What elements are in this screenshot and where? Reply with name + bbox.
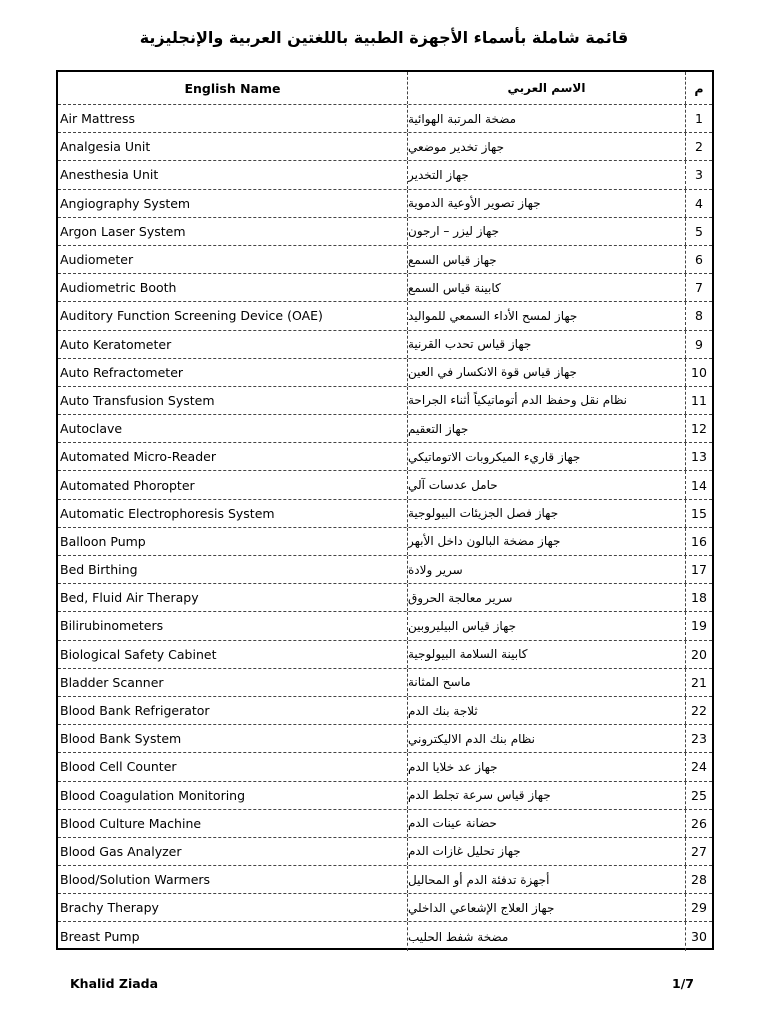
table-row xyxy=(58,612,712,640)
english-name-cell: Auto Transfusion System xyxy=(58,387,408,414)
arabic-name-cell: جهاز التعقيم xyxy=(408,415,686,442)
arabic-name-cell: حامل عدسات آلي xyxy=(408,471,686,498)
arabic-name-cell: سرير ولادة xyxy=(408,556,686,583)
table-row xyxy=(58,161,712,189)
table-row xyxy=(58,697,712,725)
english-name-cell: Bilirubinometers xyxy=(58,612,408,639)
row-number-cell: 2 xyxy=(695,139,703,155)
english-name-cell: Blood Bank System xyxy=(58,725,408,752)
arabic-name-cell: مضخة شفط الحليب xyxy=(408,922,686,950)
table-row xyxy=(58,528,712,556)
row-number-cell: 16 xyxy=(691,533,707,549)
row-number-cell: 13 xyxy=(691,449,707,465)
arabic-name-cell: مضخة المرتبة الهوائية xyxy=(408,105,686,132)
arabic-name-cell: حضانة عينات الدم xyxy=(408,810,686,837)
arabic-name-cell: جهاز قياس سرعة تجلط الدم xyxy=(408,782,686,809)
arabic-name-cell: كابينة قياس السمع xyxy=(408,274,686,301)
header-english-name: English Name xyxy=(58,72,408,104)
arabic-name-cell: جهاز العلاج الإشعاعي الداخلي xyxy=(408,894,686,921)
table-row xyxy=(58,218,712,246)
device-table xyxy=(56,70,714,950)
table-row xyxy=(58,810,712,838)
header-arabic-name: الاسم العربي xyxy=(408,72,686,104)
table-row xyxy=(58,274,712,302)
english-name-cell: Blood Cell Counter xyxy=(58,753,408,780)
arabic-name-cell: جهاز قياس البيليروبين xyxy=(408,612,686,639)
row-number-cell: 4 xyxy=(695,195,703,211)
row-number-cell: 1 xyxy=(695,111,703,127)
row-number-cell: 29 xyxy=(691,900,707,916)
row-number-cell: 28 xyxy=(691,872,707,888)
arabic-name-cell: جهاز قياس السمع xyxy=(408,246,686,273)
english-name-cell: Air Mattress xyxy=(58,105,408,132)
row-number-cell: 11 xyxy=(691,392,707,408)
table-header-row xyxy=(58,72,712,105)
row-number-cell: 26 xyxy=(691,815,707,831)
english-name-cell: Biological Safety Cabinet xyxy=(58,641,408,668)
arabic-name-cell: جهاز قاريء الميكروبات الاتوماتيكي xyxy=(408,443,686,470)
row-number-cell: 30 xyxy=(691,929,707,945)
english-name-cell: Angiography System xyxy=(58,190,408,217)
table-row xyxy=(58,331,712,359)
row-number-cell: 10 xyxy=(691,364,707,380)
table-row xyxy=(58,471,712,499)
table-row xyxy=(58,782,712,810)
arabic-name-cell: جهاز التخدير xyxy=(408,161,686,188)
english-name-cell: Automated Micro-Reader xyxy=(58,443,408,470)
english-name-cell: Audiometer xyxy=(58,246,408,273)
table-row xyxy=(58,246,712,274)
table-row xyxy=(58,584,712,612)
table-row xyxy=(58,894,712,922)
arabic-name-cell: جهاز قياس قوة الانكسار في العين xyxy=(408,359,686,386)
row-number-cell: 5 xyxy=(695,223,703,239)
english-name-cell: Audiometric Booth xyxy=(58,274,408,301)
table-row xyxy=(58,105,712,133)
row-number-cell: 7 xyxy=(695,280,703,296)
table-row xyxy=(58,641,712,669)
english-name-cell: Breast Pump xyxy=(58,922,408,950)
table-row xyxy=(58,922,712,950)
arabic-name-cell: جهاز عد خلايا الدم xyxy=(408,753,686,780)
english-name-cell: Bed Birthing xyxy=(58,556,408,583)
row-number-cell: 3 xyxy=(695,167,703,183)
table-row xyxy=(58,443,712,471)
english-name-cell: Bed, Fluid Air Therapy xyxy=(58,584,408,611)
arabic-name-cell: جهاز تخدير موضعي xyxy=(408,133,686,160)
table-row xyxy=(58,669,712,697)
english-name-cell: Brachy Therapy xyxy=(58,894,408,921)
arabic-name-cell: أجهزة تدفئة الدم أو المحاليل xyxy=(408,866,686,893)
english-name-cell: Argon Laser System xyxy=(58,218,408,245)
english-name-cell: Auto Keratometer xyxy=(58,331,408,358)
english-name-cell: Balloon Pump xyxy=(58,528,408,555)
english-name-cell: Blood/Solution Warmers xyxy=(58,866,408,893)
footer-page-number: 1/7 xyxy=(672,976,694,991)
row-number-cell: 22 xyxy=(691,703,707,719)
arabic-name-cell: كابينة السلامة البيولوجية xyxy=(408,641,686,668)
arabic-name-cell: جهاز تصوير الأوعية الدموية xyxy=(408,190,686,217)
row-number-cell: 12 xyxy=(691,421,707,437)
row-number-cell: 9 xyxy=(695,336,703,352)
arabic-name-cell: جهاز قياس تحدب القرنية xyxy=(408,331,686,358)
table-row xyxy=(58,838,712,866)
row-number-cell: 21 xyxy=(691,674,707,690)
arabic-name-cell: سرير معالجة الحروق xyxy=(408,584,686,611)
row-number-cell: 20 xyxy=(691,646,707,662)
header-number: م xyxy=(694,80,704,96)
row-number-cell: 23 xyxy=(691,731,707,747)
table-row xyxy=(58,556,712,584)
page-title: قائمة شاملة بأسماء الأجهزة الطبية باللغتين العربية والإنجليزية xyxy=(139,28,629,47)
row-number-cell: 6 xyxy=(695,252,703,268)
row-number-cell: 17 xyxy=(691,562,707,578)
english-name-cell: Anesthesia Unit xyxy=(58,161,408,188)
english-name-cell: Autoclave xyxy=(58,415,408,442)
english-name-cell: Auto Refractometer xyxy=(58,359,408,386)
row-number-cell: 25 xyxy=(691,787,707,803)
row-number-cell: 18 xyxy=(691,590,707,606)
table-row xyxy=(58,415,712,443)
table-row xyxy=(58,725,712,753)
table-body xyxy=(58,105,712,951)
table-row xyxy=(58,500,712,528)
row-number-cell: 24 xyxy=(691,759,707,775)
footer-author: Khalid Ziada xyxy=(70,976,159,991)
english-name-cell: Automatic Electrophoresis System xyxy=(58,500,408,527)
table-row xyxy=(58,866,712,894)
table-row xyxy=(58,387,712,415)
row-number-cell: 27 xyxy=(691,843,707,859)
row-number-cell: 15 xyxy=(691,505,707,521)
arabic-name-cell: جهاز لمسح الأداء السمعي للمواليد xyxy=(408,302,686,329)
english-name-cell: Blood Coagulation Monitoring xyxy=(58,782,408,809)
arabic-name-cell: جهاز ليزر – ارجون xyxy=(408,218,686,245)
table-row xyxy=(58,190,712,218)
english-name-cell: Auditory Function Screening Device (OAE) xyxy=(58,302,408,329)
english-name-cell: Blood Gas Analyzer xyxy=(58,838,408,865)
row-number-cell: 19 xyxy=(691,618,707,634)
row-number-cell: 8 xyxy=(695,308,703,324)
arabic-name-cell: نظام بنك الدم الاليكتروني xyxy=(408,725,686,752)
english-name-cell: Analgesia Unit xyxy=(58,133,408,160)
table-row xyxy=(58,302,712,330)
arabic-name-cell: جهاز مضخة البالون داخل الأبهر xyxy=(408,528,686,555)
english-name-cell: Blood Bank Refrigerator xyxy=(58,697,408,724)
arabic-name-cell: ثلاجة بنك الدم xyxy=(408,697,686,724)
arabic-name-cell: جهاز فصل الجزيئات البيولوجية xyxy=(408,500,686,527)
english-name-cell: Automated Phoropter xyxy=(58,471,408,498)
table-row xyxy=(58,359,712,387)
arabic-name-cell: نظام نقل وحفظ الدم أتوماتيكياً أثناء الجراحة xyxy=(408,387,686,414)
row-number-cell: 14 xyxy=(691,477,707,493)
arabic-name-cell: جهاز تحليل غازات الدم xyxy=(408,838,686,865)
english-name-cell: Bladder Scanner xyxy=(58,669,408,696)
table-row xyxy=(58,133,712,161)
english-name-cell: Blood Culture Machine xyxy=(58,810,408,837)
table-row xyxy=(58,753,712,781)
arabic-name-cell: ماسح المثانة xyxy=(408,669,686,696)
